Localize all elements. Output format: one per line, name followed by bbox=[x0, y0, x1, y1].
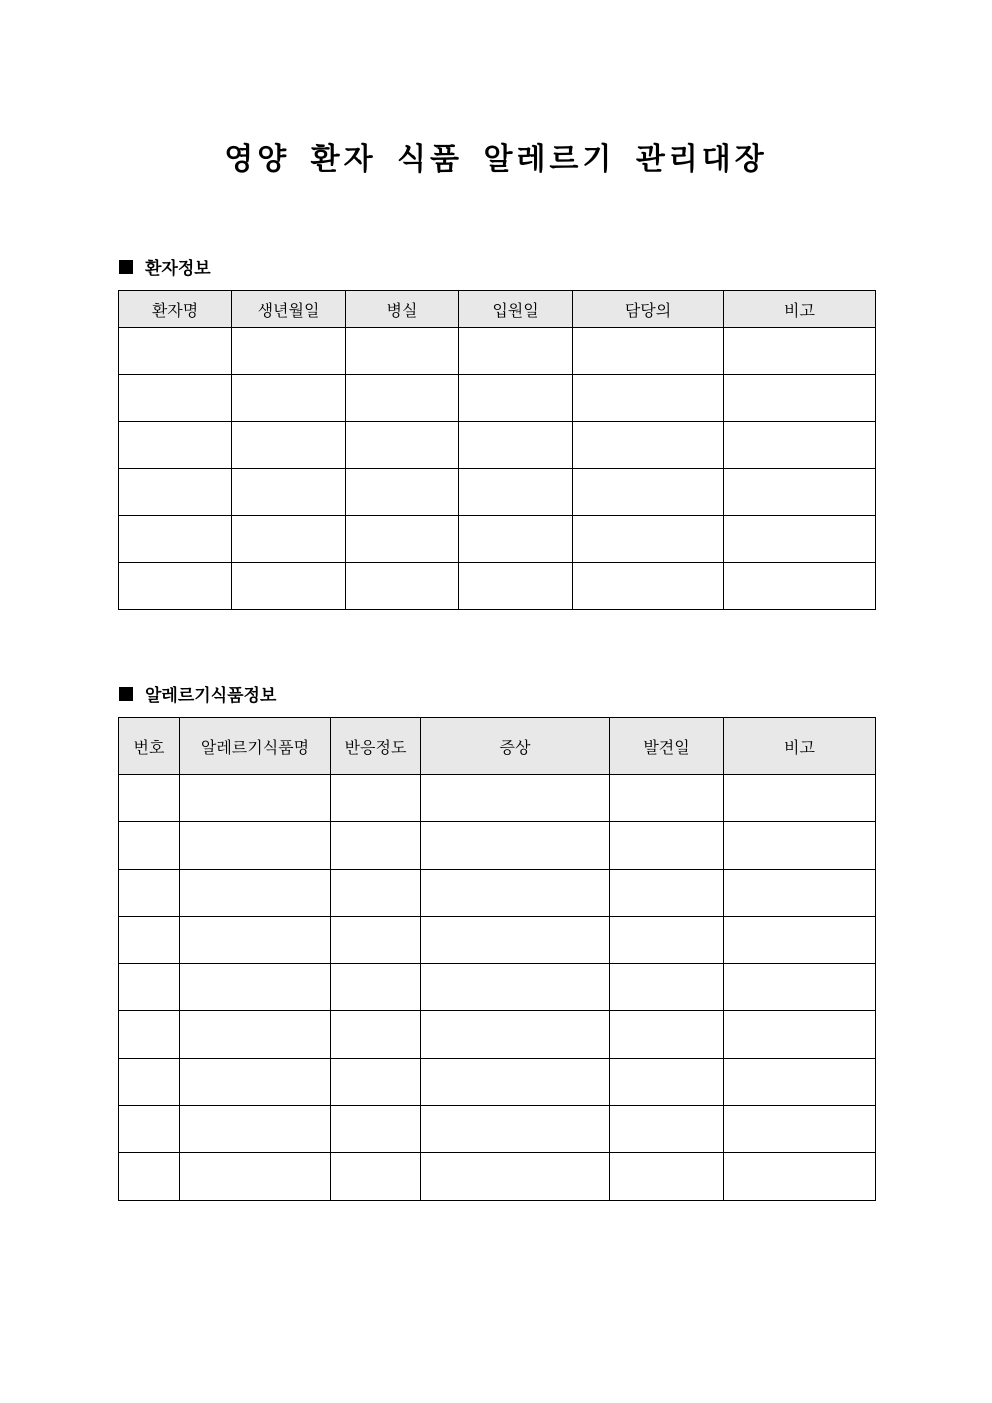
table-cell[interactable] bbox=[724, 1058, 876, 1105]
table-cell[interactable] bbox=[610, 1058, 724, 1105]
table-cell[interactable] bbox=[232, 328, 346, 375]
table-row bbox=[119, 328, 876, 375]
patient-info-table bbox=[118, 290, 876, 610]
table-cell[interactable] bbox=[119, 563, 232, 610]
table-row bbox=[119, 775, 876, 822]
page-title: 영양 환자 식품 알레르기 관리대장 bbox=[224, 142, 768, 177]
table-row bbox=[119, 375, 876, 422]
table-cell[interactable] bbox=[421, 1106, 610, 1153]
table-cell[interactable] bbox=[573, 469, 724, 516]
table-cell[interactable] bbox=[724, 422, 876, 469]
table-cell[interactable] bbox=[573, 375, 724, 422]
table-cell[interactable] bbox=[180, 869, 331, 916]
table-cell[interactable] bbox=[346, 422, 459, 469]
table-cell[interactable] bbox=[331, 1058, 421, 1105]
table-cell[interactable] bbox=[119, 375, 232, 422]
table-row bbox=[119, 422, 876, 469]
table-row bbox=[119, 916, 876, 963]
column-header: 증상 bbox=[421, 718, 610, 775]
table-cell[interactable] bbox=[610, 822, 724, 869]
column-header: 발견일 bbox=[610, 718, 724, 775]
table-row bbox=[119, 1153, 876, 1200]
table-cell[interactable] bbox=[119, 1106, 180, 1153]
column-header: 알레르기식품명 bbox=[180, 718, 331, 775]
table-cell[interactable] bbox=[459, 469, 573, 516]
table-cell[interactable] bbox=[180, 1153, 331, 1200]
table-cell[interactable] bbox=[119, 469, 232, 516]
table-cell[interactable] bbox=[724, 1153, 876, 1200]
table-cell[interactable] bbox=[119, 328, 232, 375]
table-cell[interactable] bbox=[180, 775, 331, 822]
table-cell[interactable] bbox=[724, 375, 876, 422]
table-cell[interactable] bbox=[346, 563, 459, 610]
table-row bbox=[119, 1058, 876, 1105]
table-row bbox=[119, 1106, 876, 1153]
table-cell[interactable] bbox=[724, 964, 876, 1011]
table-cell[interactable] bbox=[232, 516, 346, 563]
table-cell[interactable] bbox=[232, 375, 346, 422]
table-cell[interactable] bbox=[724, 1011, 876, 1058]
column-header: 반응정도 bbox=[331, 718, 421, 775]
table-cell[interactable] bbox=[610, 869, 724, 916]
table-cell[interactable] bbox=[119, 516, 232, 563]
table-cell[interactable] bbox=[180, 1106, 331, 1153]
square-bullet-icon bbox=[119, 687, 133, 701]
column-header: 생년월일 bbox=[232, 291, 346, 328]
table-cell[interactable] bbox=[346, 375, 459, 422]
table-header-row bbox=[119, 718, 876, 775]
table-cell[interactable] bbox=[180, 916, 331, 963]
table-cell[interactable] bbox=[459, 563, 573, 610]
table-cell[interactable] bbox=[573, 422, 724, 469]
table-cell[interactable] bbox=[346, 469, 459, 516]
table-cell[interactable] bbox=[331, 1106, 421, 1153]
table-cell[interactable] bbox=[119, 422, 232, 469]
allergy-food-table bbox=[118, 717, 876, 1201]
table-cell[interactable] bbox=[724, 822, 876, 869]
table-cell[interactable] bbox=[232, 469, 346, 516]
table-cell[interactable] bbox=[119, 775, 180, 822]
table-cell[interactable] bbox=[346, 328, 459, 375]
table-cell[interactable] bbox=[331, 1153, 421, 1200]
allergy-section-heading bbox=[119, 681, 276, 706]
table-cell[interactable] bbox=[724, 328, 876, 375]
column-header: 비고 bbox=[724, 718, 876, 775]
table-cell[interactable] bbox=[119, 1058, 180, 1105]
table-row bbox=[119, 964, 876, 1011]
column-header: 환자명 bbox=[119, 291, 232, 328]
table-row bbox=[119, 563, 876, 610]
table-cell[interactable] bbox=[610, 1011, 724, 1058]
table-cell[interactable] bbox=[573, 328, 724, 375]
table-cell[interactable] bbox=[573, 563, 724, 610]
table-row bbox=[119, 822, 876, 869]
table-cell[interactable] bbox=[119, 1153, 180, 1200]
table-cell[interactable] bbox=[119, 1011, 180, 1058]
table-cell[interactable] bbox=[459, 375, 573, 422]
table-row bbox=[119, 869, 876, 916]
column-header: 비고 bbox=[724, 291, 876, 328]
table-cell[interactable] bbox=[421, 964, 610, 1011]
table-cell[interactable] bbox=[180, 1011, 331, 1058]
table-cell[interactable] bbox=[573, 516, 724, 563]
column-header: 입원일 bbox=[459, 291, 573, 328]
table-cell[interactable] bbox=[180, 964, 331, 1011]
table-cell[interactable] bbox=[331, 1011, 421, 1058]
table-cell[interactable] bbox=[459, 422, 573, 469]
table-cell[interactable] bbox=[180, 822, 331, 869]
table-cell[interactable] bbox=[459, 516, 573, 563]
table-cell[interactable] bbox=[421, 822, 610, 869]
table-cell[interactable] bbox=[331, 964, 421, 1011]
table-cell[interactable] bbox=[724, 469, 876, 516]
table-cell[interactable] bbox=[724, 1106, 876, 1153]
table-row bbox=[119, 1011, 876, 1058]
table-cell[interactable] bbox=[421, 1058, 610, 1105]
table-cell[interactable] bbox=[724, 869, 876, 916]
table-cell[interactable] bbox=[724, 916, 876, 963]
table-cell[interactable] bbox=[119, 916, 180, 963]
table-cell[interactable] bbox=[610, 1106, 724, 1153]
table-cell[interactable] bbox=[232, 422, 346, 469]
table-cell[interactable] bbox=[724, 563, 876, 610]
table-cell[interactable] bbox=[232, 563, 346, 610]
table-cell[interactable] bbox=[421, 869, 610, 916]
table-row bbox=[119, 516, 876, 563]
section-heading-label: 알레르기식품정보 bbox=[145, 686, 277, 706]
column-header: 병실 bbox=[346, 291, 459, 328]
table-row bbox=[119, 469, 876, 516]
table-cell[interactable] bbox=[346, 516, 459, 563]
table-cell[interactable] bbox=[459, 328, 573, 375]
table-cell[interactable] bbox=[724, 775, 876, 822]
table-cell[interactable] bbox=[421, 1153, 610, 1200]
table-cell[interactable] bbox=[610, 775, 724, 822]
table-cell[interactable] bbox=[610, 964, 724, 1011]
table-cell[interactable] bbox=[180, 1058, 331, 1105]
table-header-row bbox=[119, 291, 876, 328]
table-cell[interactable] bbox=[119, 869, 180, 916]
table-cell[interactable] bbox=[331, 775, 421, 822]
table-cell[interactable] bbox=[421, 775, 610, 822]
table-cell[interactable] bbox=[119, 964, 180, 1011]
table-cell[interactable] bbox=[421, 916, 610, 963]
table-cell[interactable] bbox=[610, 1153, 724, 1200]
table-cell[interactable] bbox=[610, 916, 724, 963]
table-cell[interactable] bbox=[724, 516, 876, 563]
column-header: 번호 bbox=[119, 718, 180, 775]
table-cell[interactable] bbox=[331, 822, 421, 869]
column-header: 담당의 bbox=[573, 291, 724, 328]
table-cell[interactable] bbox=[331, 916, 421, 963]
table-cell[interactable] bbox=[421, 1011, 610, 1058]
patient-section-heading bbox=[119, 254, 211, 279]
square-bullet-icon bbox=[119, 260, 133, 274]
section-heading-label: 환자정보 bbox=[145, 259, 211, 279]
table-cell[interactable] bbox=[331, 869, 421, 916]
table-cell[interactable] bbox=[119, 822, 180, 869]
